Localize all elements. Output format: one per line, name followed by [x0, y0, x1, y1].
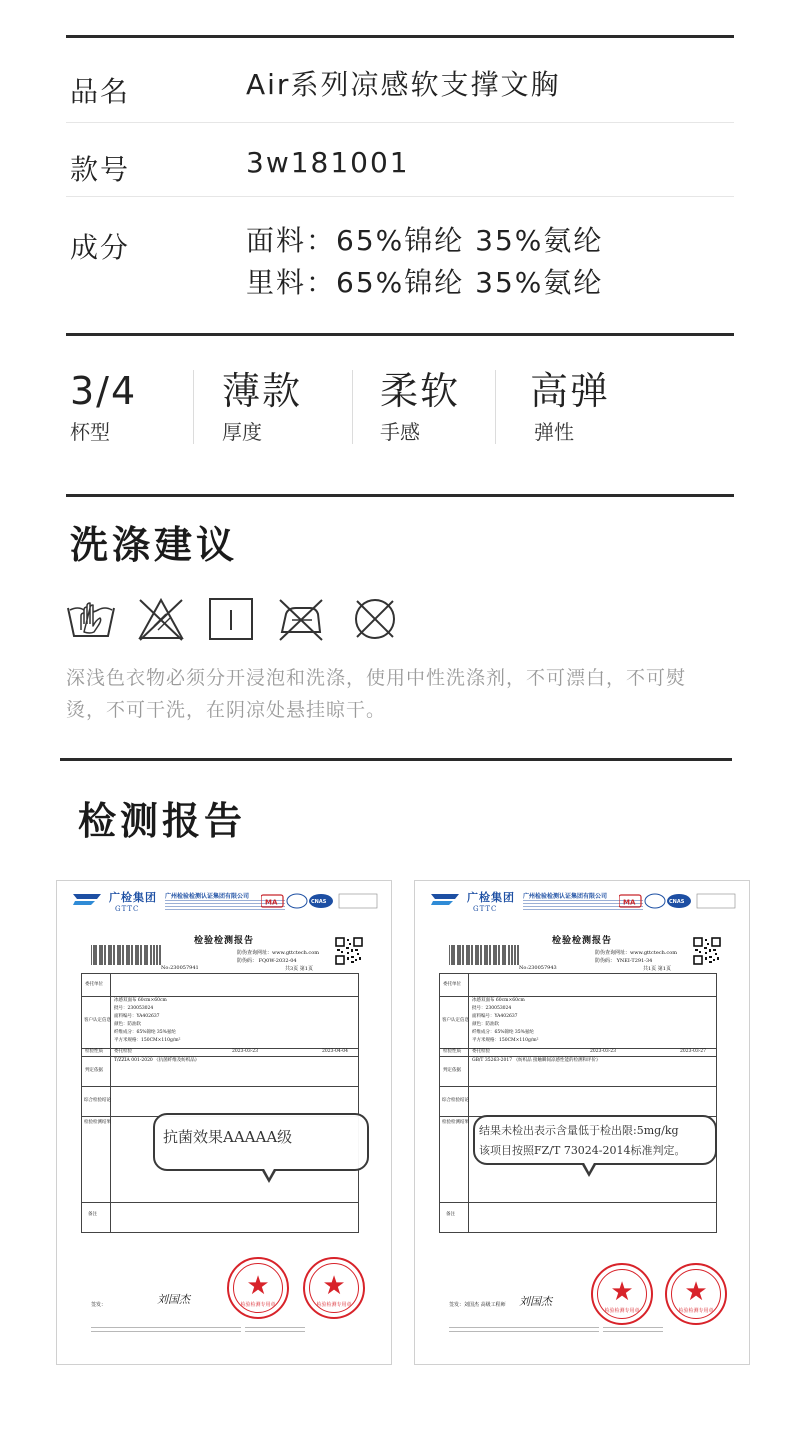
report-company: 广州检验检测认证集团有限公司 — [165, 893, 250, 900]
table-date-received: 2023-03-23 — [232, 1049, 258, 1054]
table-date-issued: 2023-03-27 — [680, 1049, 706, 1054]
spec-thickness — [222, 368, 302, 444]
barcode-icon — [91, 945, 161, 965]
table-date-received: 2023-03-23 — [590, 1049, 616, 1054]
table-label-remark: 备注 — [88, 1212, 97, 1217]
red-seal-stamp: ★ 检验检测专用章 — [591, 1263, 653, 1325]
qr-code-icon — [335, 937, 363, 965]
sample-line: 颜色：防油软 — [472, 1022, 499, 1027]
report-brand: 广检集团 — [467, 891, 515, 904]
line-dry-icon — [206, 596, 256, 642]
report-company: 广州检验检测认证集团有限公司 — [523, 893, 608, 900]
table-label-basis: 判定依据 — [443, 1068, 461, 1073]
report-verify-url: 防伪查询网址：www.gttctech.com — [595, 950, 677, 956]
report-callout — [473, 1115, 717, 1165]
composition-label: 成分 — [70, 231, 131, 264]
row-divider — [66, 122, 734, 123]
product-name-label: 品名 — [70, 75, 131, 108]
table-label-conclusion: 综合检验结论 — [442, 1098, 469, 1103]
report-footer-fineprint — [245, 1327, 305, 1343]
table-label-method: 检验性质 — [85, 1049, 103, 1054]
spec-cup-label: 杯型 — [70, 420, 110, 444]
spec-cup-value: 3/4 — [70, 369, 138, 413]
gttc-logo-icon — [71, 891, 105, 907]
report-callout-line: 该项目按照FZ/T 73024-2014标准判定。 — [479, 1144, 686, 1157]
svg-text:CNAS: CNAS — [669, 899, 685, 905]
table-label-sample: 客户认定信息 — [442, 1018, 469, 1023]
report-callout-line: 结果未检出表示含量低于检出限:5mg/kg — [479, 1124, 679, 1137]
table-label-remark: 备注 — [446, 1212, 455, 1217]
sample-line: 冰感双面布 60cm×60cm — [472, 998, 525, 1003]
table-label-sample: 客户认定信息 — [84, 1018, 111, 1023]
table-label-client: 委托单位 — [85, 982, 103, 987]
test-report-cooling — [414, 880, 750, 1365]
test-report-antibacterial — [56, 880, 392, 1365]
table-label-client: 委托单位 — [443, 982, 461, 987]
gttc-logo-icon — [429, 891, 463, 907]
spec-feel-value: 柔软 — [380, 369, 461, 413]
table-standard: GB/T 35263-2017 《纺织品 接触瞬间凉感性能的检测和评价》 — [472, 1058, 601, 1063]
report-brand-en: GTTC — [473, 905, 498, 913]
sample-line: 面料编号：YA402637 — [114, 1014, 160, 1019]
reports-title: 检测报告 — [78, 799, 247, 843]
report-meta — [595, 949, 677, 965]
spec-separator — [193, 370, 194, 444]
report-verify-url: 防伪查询网址：www.gttctech.com — [237, 950, 319, 956]
report-doc-title: 检验检测报告 — [551, 936, 612, 946]
red-seal-stamp: ★ 检验检测专用章 — [227, 1257, 289, 1319]
sample-line: 平方米规格：150CM×110g/m² — [472, 1038, 539, 1043]
sample-line: 纤维成分：65%锦纶 35%氨纶 — [472, 1030, 534, 1035]
product-model-label: 款号 — [70, 153, 131, 186]
spec-elasticity-label: 弹性 — [534, 420, 574, 444]
specs-top-divider — [66, 333, 734, 336]
table-label-conclusion: 综合检验结论 — [84, 1098, 111, 1103]
table-label-items: 检验检测结果 — [442, 1120, 469, 1125]
report-doc-title: 检验检测报告 — [193, 936, 254, 946]
spec-separator — [352, 370, 353, 444]
spec-thickness-value: 薄款 — [222, 369, 303, 413]
report-brand: 广检集团 — [109, 891, 157, 904]
red-seal-stamp: ★ 检验检测专用章 — [303, 1257, 365, 1319]
report-anti-fake-code: 防伪码： YNEI-T291-34 — [595, 958, 653, 964]
report-signature: 刘国杰 — [157, 1293, 190, 1306]
no-dry-clean-icon — [350, 596, 400, 642]
sample-line: 纤维成分：65%锦纶 35%氨纶 — [114, 1030, 176, 1035]
table-label-method: 检验性质 — [443, 1049, 461, 1054]
no-iron-icon — [276, 596, 326, 642]
no-bleach-icon — [136, 596, 186, 642]
report-table — [439, 973, 717, 1233]
table-label-items: 检验检测结果 — [84, 1120, 111, 1125]
hand-wash-icon — [66, 596, 116, 642]
report-pages: 共3页 第1页 — [285, 966, 313, 972]
spec-cup — [70, 368, 137, 444]
product-name-row — [70, 70, 730, 110]
report-signature: 刘国杰 — [519, 1295, 552, 1308]
sample-line: 颜色：防油软 — [114, 1022, 141, 1027]
care-top-divider — [66, 494, 734, 497]
table-standard: T/ZZIA 001-2020 《抗菌纤维及纺织品》 — [114, 1058, 200, 1063]
care-note: 深浅色衣物必须分开浸泡和洗涤，使用中性洗涤剂，不可漂白，不可熨烫，不可干洗，在阴凉处悬挂晾干。 — [66, 667, 687, 721]
report-number: No:230057943 — [519, 965, 557, 971]
product-model-value: 3w181001 — [246, 146, 410, 179]
barcode-icon — [449, 945, 519, 965]
sample-line: 平方米规格：150CM×110g/m² — [114, 1038, 181, 1043]
reports-top-divider — [60, 758, 732, 761]
report-callout — [153, 1113, 369, 1171]
spec-feel-label: 手感 — [380, 420, 420, 444]
sample-line: 批号：230053024 — [114, 1006, 154, 1011]
accreditation-marks-icon — [261, 891, 381, 911]
spec-separator — [495, 370, 496, 444]
row-divider — [66, 196, 734, 197]
table-date-issued: 2023-04-04 — [322, 1049, 348, 1054]
report-callout-text: 抗菌效果AAAAA级 — [163, 1128, 293, 1146]
product-name-value: Air系列凉感软支撑文胸 — [246, 68, 561, 101]
table-method-value: 委托检验 — [114, 1049, 132, 1054]
composition-outer: 面料：65%锦纶 35%氨纶 — [246, 224, 604, 257]
svg-text:CNAS: CNAS — [311, 899, 327, 905]
report-footer-fineprint — [603, 1327, 663, 1343]
composition-lining: 里料：65%锦纶 35%氨纶 — [246, 266, 604, 299]
report-brand-en: GTTC — [115, 905, 140, 913]
report-pages: 共1页 第1页 — [643, 966, 671, 972]
report-table — [81, 973, 359, 1233]
spec-elasticity — [530, 368, 610, 444]
table-label-basis: 判定依据 — [85, 1068, 103, 1073]
report-signer: 签发：刘国杰 高级工程师 — [449, 1302, 506, 1308]
red-seal-stamp: ★ 检验检测专用章 — [665, 1263, 727, 1325]
spec-thickness-label: 厚度 — [222, 420, 262, 444]
callout-tail — [261, 1169, 277, 1183]
callout-tail — [581, 1163, 597, 1177]
report-signer: 签发： — [91, 1302, 107, 1308]
report-anti-fake-code: 防伪码： FQ0W-2032-04 — [237, 958, 297, 964]
spec-elasticity-value: 高弹 — [530, 369, 611, 413]
svg-text:MA: MA — [265, 898, 278, 907]
svg-text:MA: MA — [623, 898, 636, 907]
sample-line: 冰感双面布 60cm×60cm — [114, 998, 167, 1003]
report-footer-fineprint — [91, 1327, 241, 1343]
care-title: 洗涤建议 — [70, 523, 239, 567]
report-meta — [237, 949, 319, 965]
sample-line: 面料编号：YA402637 — [472, 1014, 518, 1019]
spec-feel — [380, 368, 460, 444]
composition-row — [70, 226, 730, 306]
product-model-row — [70, 148, 730, 188]
qr-code-icon — [693, 937, 721, 965]
report-number: No:230057941 — [161, 965, 199, 971]
top-divider — [66, 35, 734, 38]
table-method-value: 委托检验 — [472, 1049, 490, 1054]
report-footer-fineprint — [449, 1327, 599, 1343]
accreditation-marks-icon — [619, 891, 739, 911]
sample-line: 批号：230053024 — [472, 1006, 512, 1011]
